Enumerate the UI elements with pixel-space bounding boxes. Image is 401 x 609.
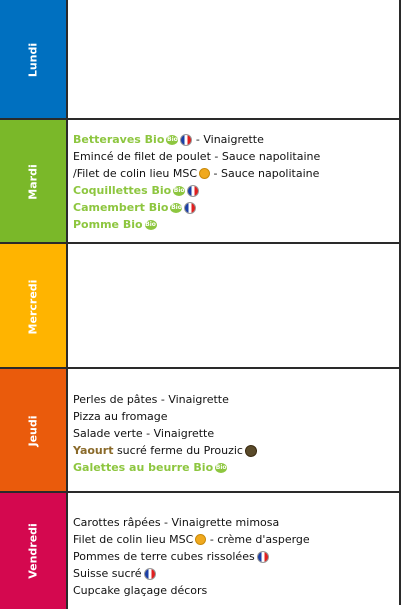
day-row-mercredi <box>0 242 401 369</box>
menu-item <box>73 391 399 408</box>
fr-icon <box>180 134 192 146</box>
menu-item <box>73 408 399 425</box>
menu-item <box>73 548 399 565</box>
day-label <box>0 493 68 609</box>
menu-list <box>73 131 399 233</box>
bio-icon: Bio <box>145 220 156 228</box>
menu-list <box>73 391 399 476</box>
menu-item-text: Carottes râpées - Vinaigrette mimosa <box>73 516 280 529</box>
day-label <box>0 120 68 244</box>
day-label <box>0 369 68 493</box>
fr-icon <box>184 202 196 214</box>
menu-item-text: Suisse sucré <box>73 567 142 580</box>
day-row-jeudi <box>0 367 401 493</box>
menu-item-text: sucré ferme du Prouzic <box>113 444 243 457</box>
menu-item <box>73 565 399 582</box>
menu-item-text: Camembert Bio <box>73 201 169 214</box>
menu-item <box>73 199 399 216</box>
bio-icon: Bio <box>173 186 185 194</box>
msc-icon <box>195 534 206 545</box>
menu-item <box>73 182 399 199</box>
day-name: Mercredi <box>26 279 40 334</box>
menu-item <box>73 442 399 459</box>
menu-item-text: Yaourt <box>73 444 114 457</box>
menu-item-text: - Vinaigrette <box>192 133 264 146</box>
day-row-mardi <box>0 118 401 244</box>
day-name: Vendredi <box>26 523 40 579</box>
bio-icon: Bio <box>215 463 227 471</box>
menu-item-text: Emincé de filet de poulet - Sauce napolitaine <box>73 150 321 163</box>
menu-item-text: Cupcake glaçage décors <box>73 584 208 597</box>
day-row-vendredi <box>0 491 401 609</box>
menu-item <box>73 531 399 548</box>
menu-item-text: Salade verte - Vinaigrette <box>73 427 215 440</box>
menu-item-text: Pomme Bio <box>73 218 143 231</box>
bio-icon: Bio <box>171 203 182 211</box>
menu-item <box>73 582 399 599</box>
menu-item-text: Perles de pâtes - Vinaigrette <box>73 393 229 406</box>
menu-item <box>73 148 399 165</box>
fr-icon <box>257 551 269 563</box>
menu-item <box>73 131 399 148</box>
day-name: Mardi <box>26 164 40 200</box>
menu-item-text: Pizza au fromage <box>73 410 168 423</box>
day-name: Lundi <box>26 42 40 78</box>
menu-item <box>73 216 399 233</box>
menu-item-text: Pommes de terre cubes rissolées <box>73 550 255 563</box>
bio-icon: Bio <box>167 135 178 143</box>
local-icon <box>245 445 257 457</box>
menu-item <box>73 165 399 182</box>
menu-item-text: Galettes au beurre Bio <box>73 461 214 474</box>
menu-item-text: Betteraves Bio <box>73 133 165 146</box>
msc-icon <box>199 168 210 179</box>
menu-item-text: /Filet de colin lieu MSC <box>73 167 198 180</box>
day-label <box>0 0 68 120</box>
menu-item-text: Filet de colin lieu MSC <box>73 533 194 546</box>
fr-icon <box>144 568 156 580</box>
day-name: Jeudi <box>26 415 40 447</box>
menu-item-text: Coquillettes Bio <box>73 184 172 197</box>
day-row-lundi <box>0 0 401 120</box>
menu-item <box>73 514 399 531</box>
menu-list <box>73 514 399 599</box>
menu-item-text: - Sauce napolitaine <box>210 167 320 180</box>
day-label <box>0 244 68 369</box>
menu-item <box>73 425 399 442</box>
menu-item-text: - crème d'asperge <box>206 533 310 546</box>
menu-item <box>73 459 399 476</box>
fr-icon <box>187 185 199 197</box>
